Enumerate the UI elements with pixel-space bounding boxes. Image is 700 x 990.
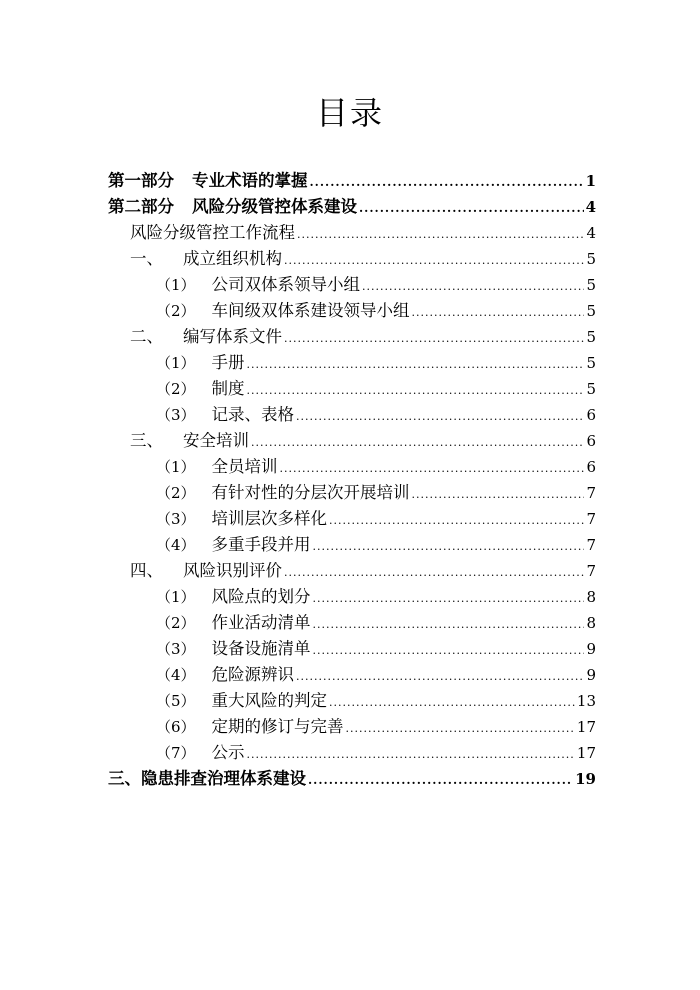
toc-entry-page: 5 — [586, 380, 596, 398]
toc-entry-subsection[interactable] — [108, 506, 596, 532]
toc-entry-number: （3） — [156, 510, 196, 528]
toc-entry-label: 重大风险的判定 — [211, 691, 328, 710]
dot-leader — [329, 508, 584, 534]
toc-entry-number: （6） — [156, 718, 196, 736]
toc-entry-page: 5 — [586, 250, 596, 268]
toc-entry-workflow[interactable] — [108, 220, 596, 246]
toc-entry-page: 17 — [576, 744, 596, 762]
toc-entry-page: 6 — [586, 406, 596, 424]
toc-entry-number: 二、 — [130, 327, 163, 346]
toc-entry-page: 5 — [586, 354, 596, 372]
toc-entry-number: （7） — [156, 744, 196, 762]
toc-entry-part-2[interactable] — [108, 194, 596, 220]
toc-entry-label: 专业术语的掌握 — [192, 171, 308, 190]
toc-entry-label: 成立组织机构 — [183, 249, 282, 268]
toc-entry-page: 8 — [586, 614, 596, 632]
dot-leader — [346, 716, 575, 742]
table-of-contents — [108, 168, 596, 792]
dot-leader — [329, 690, 575, 716]
toc-entry-label: 培训层次多样化 — [211, 509, 328, 528]
dot-leader — [412, 300, 585, 326]
toc-entry-part-1[interactable] — [108, 168, 596, 194]
toc-entry-subsection[interactable] — [108, 584, 596, 610]
dot-leader — [280, 456, 585, 482]
toc-entry-page: 8 — [586, 588, 596, 606]
dot-leader — [296, 664, 584, 690]
toc-entry-number: 第二部分 — [108, 197, 174, 216]
toc-entry-section-4[interactable] — [108, 558, 596, 584]
toc-entry-number: 四、 — [130, 561, 163, 580]
toc-entry-page: 6 — [586, 432, 596, 450]
toc-entry-number: （2） — [156, 380, 196, 398]
toc-entry-subsection[interactable] — [108, 272, 596, 298]
dot-leader — [313, 586, 585, 612]
dot-leader — [247, 742, 575, 768]
toc-entry-part-3[interactable] — [108, 766, 596, 792]
toc-entry-label: 制度 — [211, 379, 245, 398]
dot-leader — [313, 638, 585, 664]
dot-leader — [247, 352, 585, 378]
toc-entry-number: 一、 — [130, 249, 163, 268]
toc-entry-label: 三、隐患排查治理体系建设 — [108, 769, 306, 788]
toc-entry-page: 1 — [585, 172, 596, 190]
toc-entry-label: 风险分级管控工作流程 — [130, 223, 295, 242]
dot-leader — [310, 169, 584, 195]
toc-entry-label: 手册 — [211, 353, 245, 372]
toc-entry-subsection[interactable] — [108, 610, 596, 636]
toc-entry-number: （1） — [156, 458, 196, 476]
toc-entry-label: 车间级双体系建设领导小组 — [211, 301, 410, 320]
toc-entry-number: （1） — [156, 276, 196, 294]
toc-entry-subsection[interactable] — [108, 454, 596, 480]
toc-entry-subsection[interactable] — [108, 350, 596, 376]
toc-entry-label: 有针对性的分层次开展培训 — [211, 483, 410, 502]
toc-entry-label: 风险点的划分 — [211, 587, 311, 606]
toc-entry-page: 9 — [586, 666, 596, 684]
toc-entry-number: 第一部分 — [108, 171, 174, 190]
toc-entry-label: 公示 — [211, 743, 245, 762]
toc-entry-section-1[interactable] — [108, 246, 596, 272]
dot-leader — [284, 326, 584, 352]
dot-leader — [308, 767, 573, 793]
toc-entry-page: 7 — [586, 562, 596, 580]
toc-entry-page: 9 — [586, 640, 596, 658]
toc-entry-number: （2） — [156, 484, 196, 502]
toc-entry-subsection[interactable] — [108, 662, 596, 688]
toc-entry-page: 4 — [586, 224, 596, 242]
toc-entry-subsection[interactable] — [108, 636, 596, 662]
toc-entry-subsection[interactable] — [108, 688, 596, 714]
toc-entry-label: 公司双体系领导小组 — [211, 275, 361, 294]
dot-leader — [284, 248, 584, 274]
toc-entry-subsection[interactable] — [108, 532, 596, 558]
toc-entry-number: （3） — [156, 406, 196, 424]
dot-leader — [247, 378, 585, 404]
dot-leader — [251, 430, 584, 456]
dot-leader — [297, 222, 584, 248]
dot-leader — [313, 612, 585, 638]
toc-entry-label: 危险源辨识 — [211, 665, 295, 684]
toc-entry-subsection[interactable] — [108, 298, 596, 324]
toc-entry-label: 编写体系文件 — [183, 327, 282, 346]
toc-entry-page: 4 — [585, 198, 596, 216]
toc-entry-number: （4） — [156, 666, 196, 684]
toc-entry-subsection[interactable] — [108, 480, 596, 506]
toc-entry-number: （1） — [156, 354, 196, 372]
toc-entry-page: 13 — [576, 692, 596, 710]
toc-entry-label: 风险分级管控体系建设 — [192, 197, 357, 216]
toc-entry-section-3[interactable] — [108, 428, 596, 454]
toc-entry-number: （2） — [156, 302, 196, 320]
toc-entry-page: 5 — [586, 328, 596, 346]
toc-entry-number: （2） — [156, 614, 196, 632]
toc-entry-number: 三、 — [130, 431, 163, 450]
toc-entry-page: 7 — [586, 510, 596, 528]
toc-entry-number: （3） — [156, 640, 196, 658]
toc-entry-page: 19 — [575, 770, 596, 788]
toc-entry-label: 安全培训 — [183, 431, 249, 450]
toc-entry-subsection[interactable] — [108, 740, 596, 766]
toc-entry-page: 7 — [586, 484, 596, 502]
toc-entry-label: 作业活动清单 — [211, 613, 311, 632]
dot-leader — [359, 195, 584, 221]
toc-entry-page: 7 — [586, 536, 596, 554]
dot-leader — [362, 274, 584, 300]
toc-entry-page: 5 — [586, 276, 596, 294]
toc-entry-label: 全员培训 — [211, 457, 278, 476]
toc-entry-subsection[interactable] — [108, 376, 596, 402]
dot-leader — [296, 404, 584, 430]
toc-entry-subsection[interactable] — [108, 402, 596, 428]
toc-entry-section-2[interactable] — [108, 324, 596, 350]
toc-entry-page: 6 — [586, 458, 596, 476]
toc-entry-number: （5） — [156, 692, 196, 710]
toc-entry-page: 17 — [576, 718, 596, 736]
toc-entry-subsection[interactable] — [108, 714, 596, 740]
toc-entry-number: （4） — [156, 536, 196, 554]
toc-entry-label: 设备设施清单 — [211, 639, 311, 658]
toc-entry-number: （1） — [156, 588, 196, 606]
toc-entry-label: 定期的修订与完善 — [211, 717, 344, 736]
toc-entry-label: 多重手段并用 — [211, 535, 311, 554]
dot-leader — [412, 482, 585, 508]
page-title: 目录 — [315, 94, 384, 132]
toc-entry-label: 风险识别评价 — [183, 561, 282, 580]
toc-entry-label: 记录、表格 — [211, 405, 295, 424]
toc-entry-page: 5 — [586, 302, 596, 320]
dot-leader — [284, 560, 584, 586]
dot-leader — [313, 534, 585, 560]
